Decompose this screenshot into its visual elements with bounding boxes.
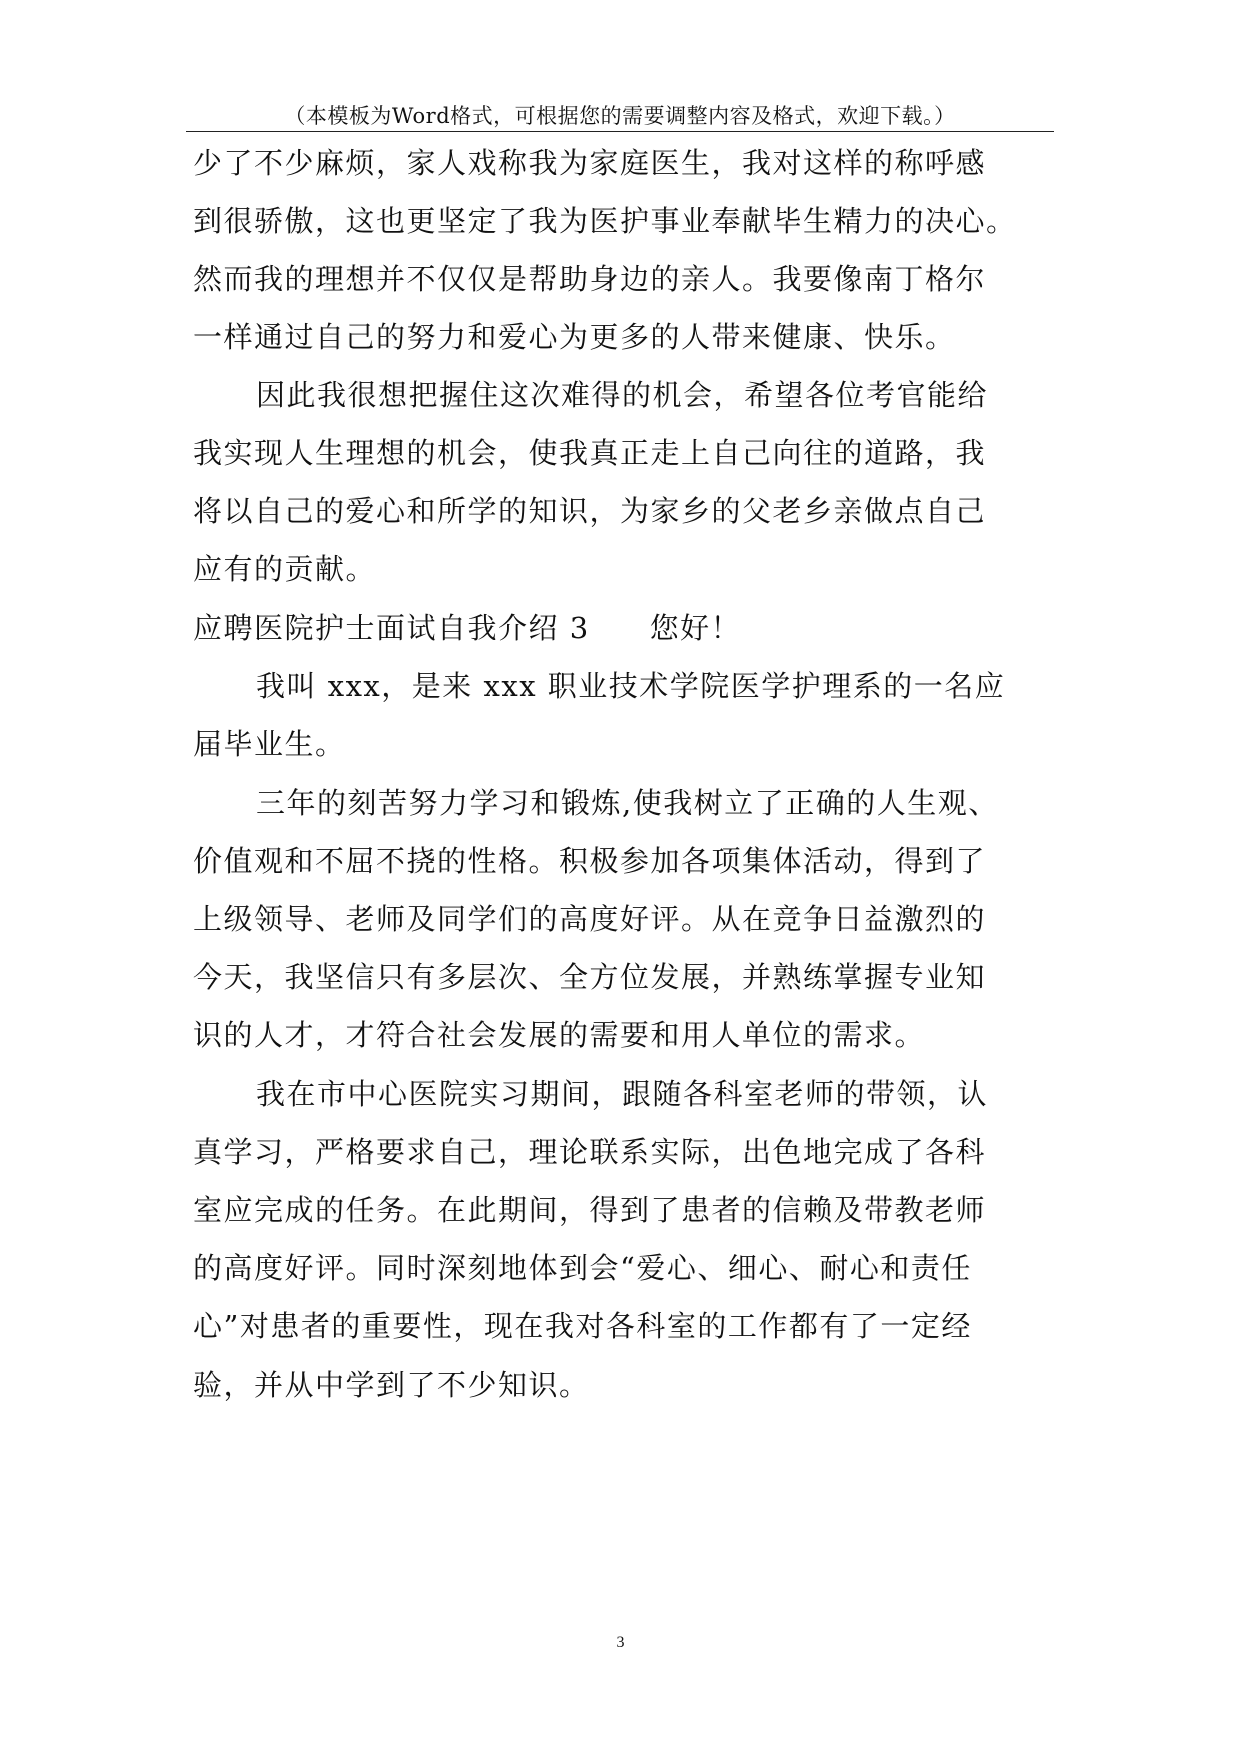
body-line: 届毕业生。 bbox=[193, 727, 346, 761]
page-number: 3 bbox=[616, 1634, 625, 1651]
body-line: 到很骄傲，这也更坚定了我为医护事业奉献毕生精力的决心。 bbox=[193, 204, 1017, 238]
body-line: 然而我的理想并不仅仅是帮助身边的亲人。我要像南丁格尔 bbox=[193, 262, 987, 296]
template-note-header: （本模板为Word格式，可根据您的需要调整内容及格式，欢迎下载。） bbox=[284, 104, 956, 128]
body-line: 室应完成的任务。在此期间，得到了患者的信赖及带教老师 bbox=[193, 1193, 987, 1227]
body-line: 上级领导、老师及同学们的高度好评。从在竞争日益激烈的 bbox=[193, 902, 987, 936]
paragraph-first-line: 三年的刻苦努力学习和锻炼,使我树立了正确的人生观、 bbox=[256, 786, 999, 820]
body-line: 识的人才，才符合社会发展的需要和用人单位的需求。 bbox=[193, 1018, 926, 1052]
paragraph-first-line: 我在市中心医院实习期间，跟随各科室老师的带领，认 bbox=[256, 1077, 989, 1111]
body-line: 价值观和不屈不挠的性格。积极参加各项集体活动，得到了 bbox=[193, 844, 987, 878]
greeting: 您好！ bbox=[649, 611, 742, 645]
body-line: 我实现人生理想的机会，使我真正走上自己向往的道路，我 bbox=[193, 436, 987, 470]
section-heading: 应聘医院护士面试自我介绍 3 bbox=[193, 611, 590, 645]
body-line: 心”对患者的重要性，现在我对各科室的工作都有了一定经 bbox=[193, 1309, 972, 1343]
paragraph-first-line: 我叫 xxx，是来 xxx 职业技术学院医学护理系的一名应 bbox=[256, 669, 1006, 703]
section-heading-line bbox=[193, 611, 741, 645]
body-line: 今天，我坚信只有多层次、全方位发展，并熟练掌握专业知 bbox=[193, 960, 987, 994]
body-line: 少了不少麻烦，家人戏称我为家庭医生，我对这样的称呼感 bbox=[193, 146, 987, 180]
body-line: 将以自己的爱心和所学的知识，为家乡的父老乡亲做点自己 bbox=[193, 494, 987, 528]
body-line: 一样通过自己的努力和爱心为更多的人带来健康、快乐。 bbox=[193, 320, 956, 354]
body-line: 应有的贡献。 bbox=[193, 552, 377, 586]
body-line: 真学习，严格要求自己，理论联系实际，出色地完成了各科 bbox=[193, 1135, 987, 1169]
body-line: 验，并从中学到了不少知识。 bbox=[193, 1368, 590, 1402]
header-divider bbox=[186, 131, 1054, 132]
body-line: 的高度好评。同时深刻地体到会“爱心、细心、耐心和责任 bbox=[193, 1251, 972, 1285]
paragraph-first-line: 因此我很想把握住这次难得的机会，希望各位考官能给 bbox=[256, 378, 989, 412]
